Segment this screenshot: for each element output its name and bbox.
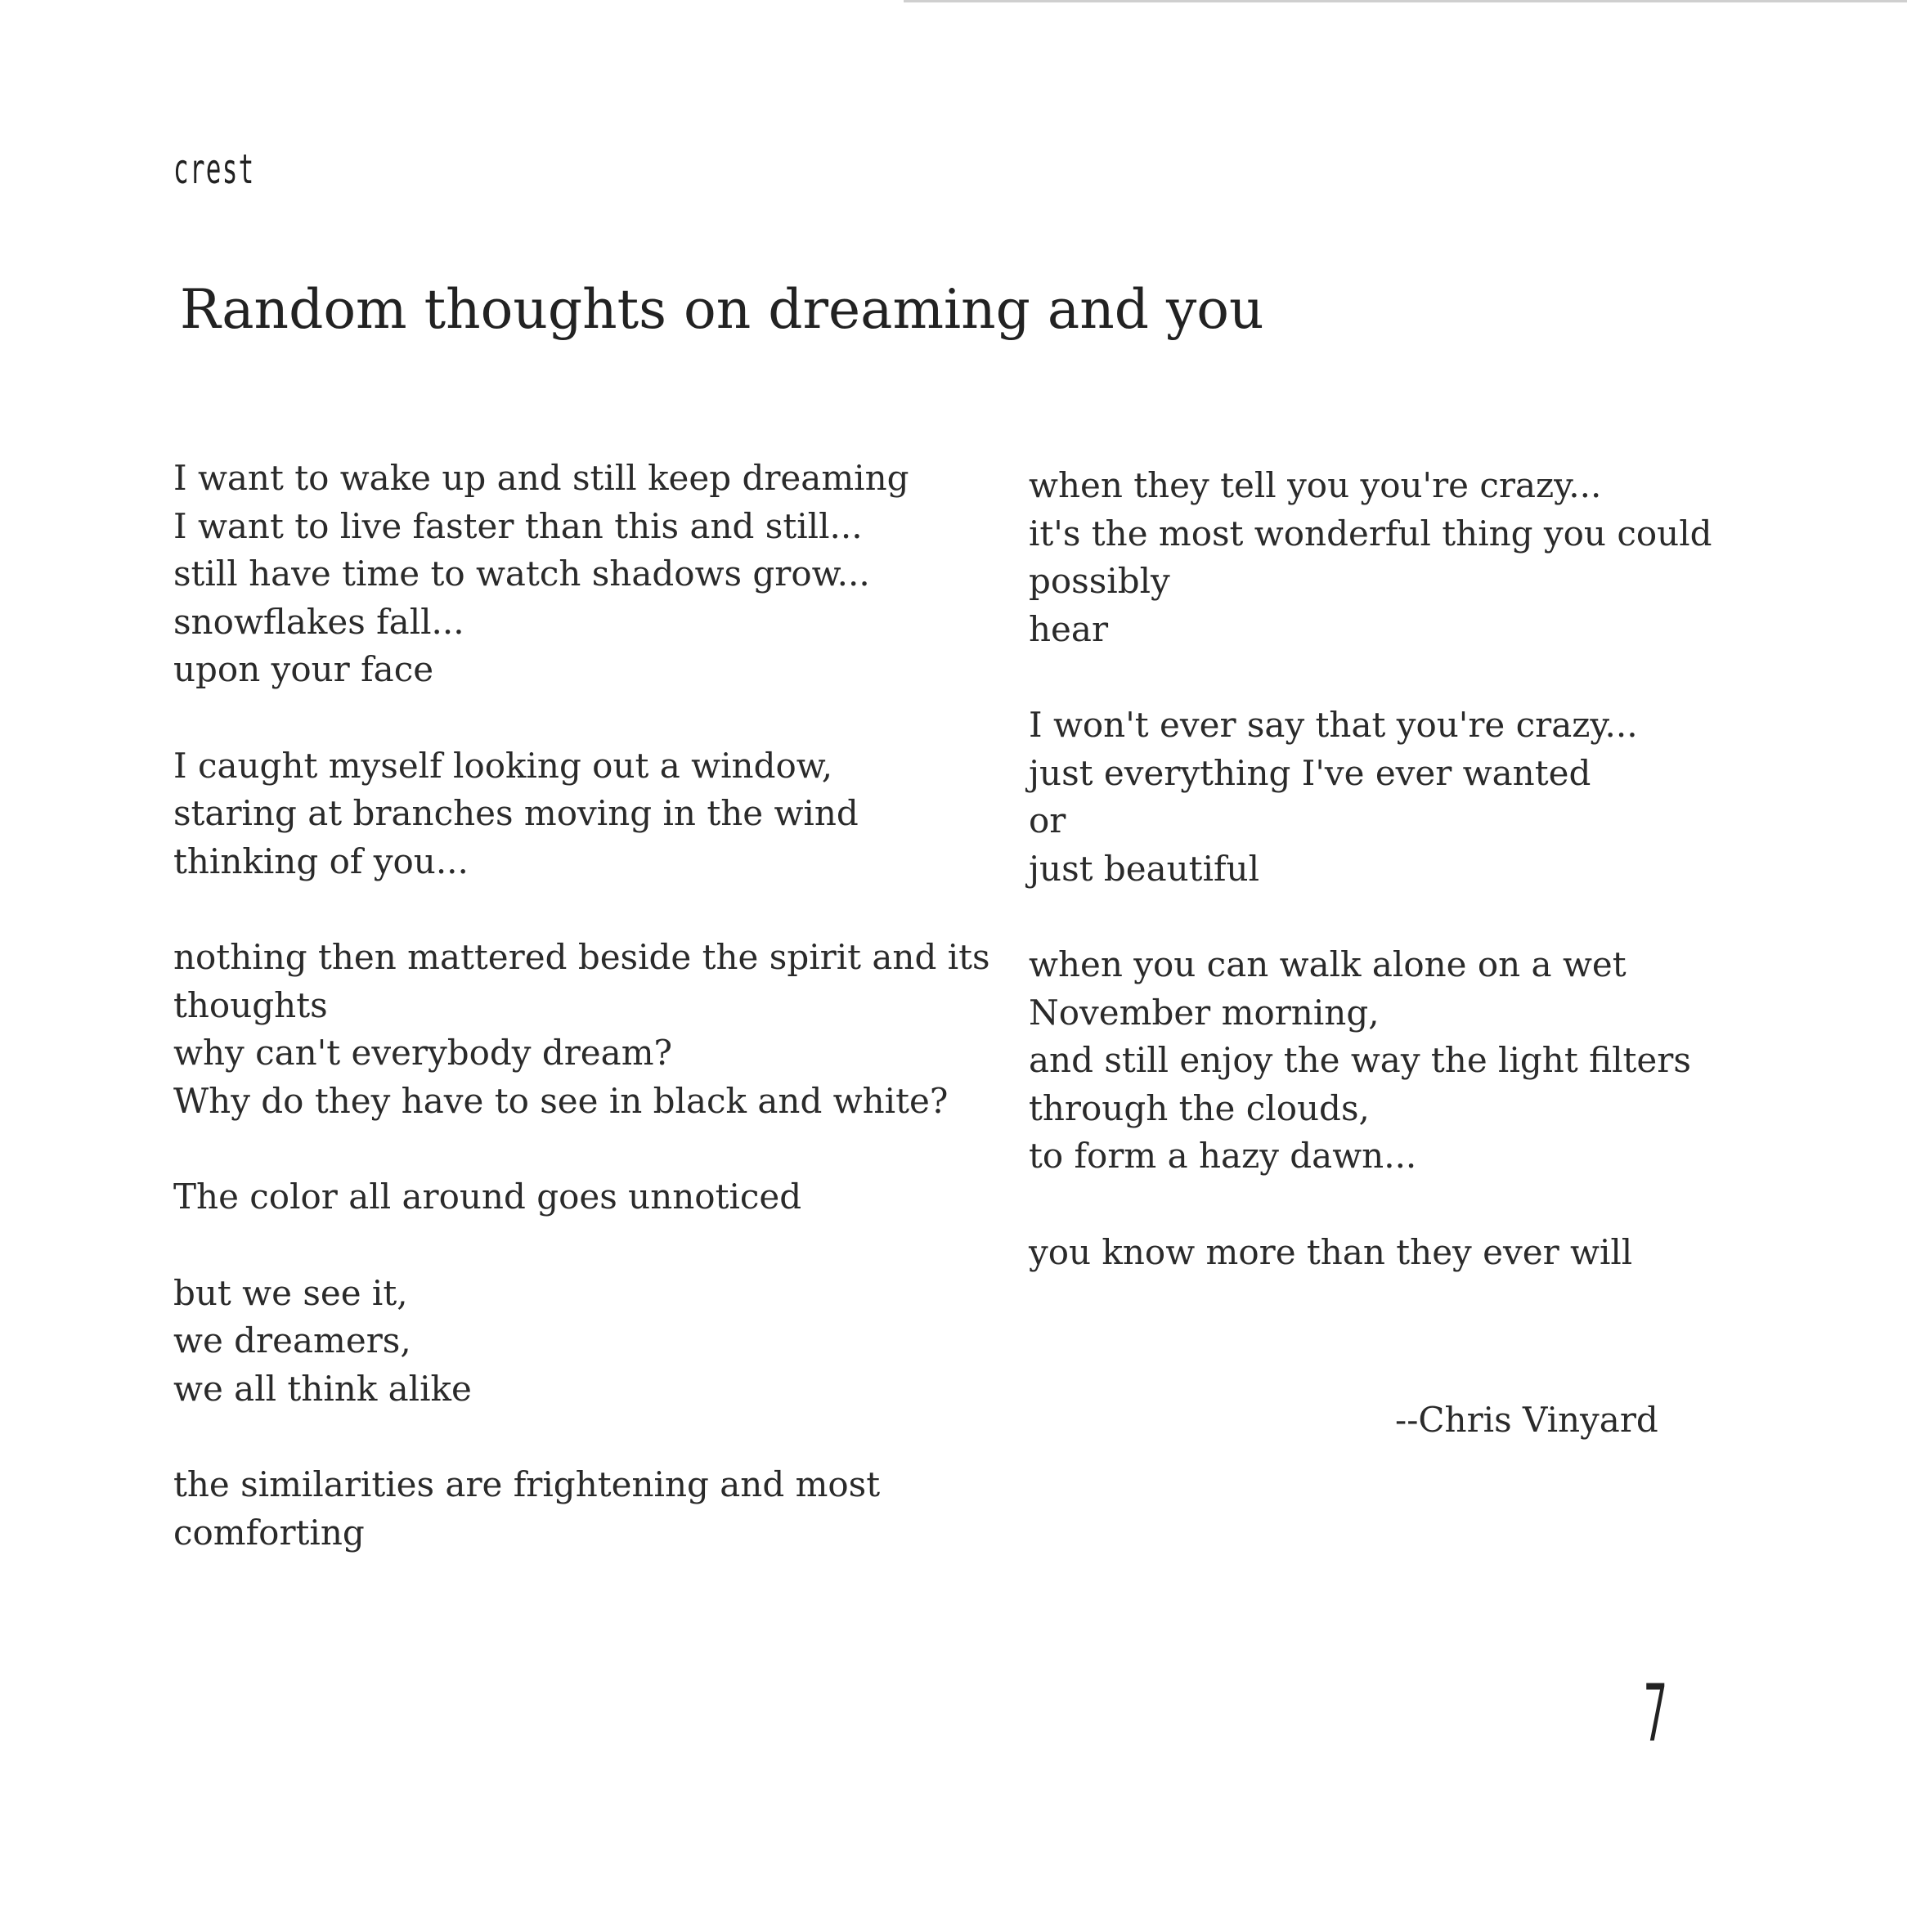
poem-line: when they tell you you're crazy... [1029,465,1602,505]
poem-line: possibly [1029,561,1170,601]
poem-line: it's the most wonderful thing you could [1029,513,1712,554]
page-number: 7 [1644,1668,1667,1759]
poem-line: nothing then mattered beside the spirit and its [173,937,990,977]
poem-line: still have time to watch shadows grow... [173,554,870,594]
stanza [1029,1229,1712,1277]
poem-line: I want to wake up and still keep dreaming [173,458,909,498]
poem-line: I caught myself looking out a window, [173,745,833,786]
poem-line: when you can walk alone on a wet [1029,944,1627,984]
poem-line: to form a hazy dawn... [1029,1136,1417,1176]
poem-line: we dreamers, [173,1320,411,1360]
poem-line: upon your face [173,649,434,689]
poem-line: I want to live faster than this and still... [173,505,863,546]
poem-line: just everything I've ever wanted [1029,752,1591,793]
stanza [173,1461,990,1557]
scan-edge-line [904,0,1907,2]
stanza [1029,462,1712,653]
poem-line: why can't everybody dream? [173,1033,673,1073]
poem-line: through the clouds, [1029,1087,1370,1128]
poem-line: comforting [173,1512,365,1553]
poem-line: you know more than they ever will [1029,1231,1633,1272]
poem-line: I won't ever say that you're crazy... [1029,705,1638,745]
poem-line: we all think alike [173,1368,472,1409]
stanza [173,1270,990,1414]
poem-line: snowflakes fall... [173,601,464,642]
poem-line: but we see it, [173,1272,408,1313]
stanza [173,742,990,886]
stanza [173,455,990,694]
poem-line: staring at branches moving in the wind [173,793,859,833]
poem-title: Random thoughts on dreaming and you [180,278,1264,341]
stanza [173,934,990,1125]
author-signature: --Chris Vinyard [1395,1400,1658,1440]
poem-right-column [1029,462,1712,1325]
stanza [1029,941,1712,1181]
poem-line: and still enjoy the way the light filters [1029,1040,1691,1080]
poem-line: thinking of you... [173,840,469,881]
poem-line: Why do they have to see in black and white? [173,1080,949,1121]
poem-line: November morning, [1029,992,1380,1033]
poem-line: The color all around goes unnoticed [173,1177,802,1217]
poem-line: just beautiful [1029,848,1260,889]
poem-line: thoughts [173,984,328,1025]
stanza [1029,702,1712,893]
poem-left-column [173,455,990,1605]
stanza [173,1173,990,1222]
poem-line: the similarities are frightening and most [173,1464,881,1504]
running-title: crest [173,146,255,193]
poem-line: hear [1029,608,1109,649]
poem-line: or [1029,800,1066,840]
